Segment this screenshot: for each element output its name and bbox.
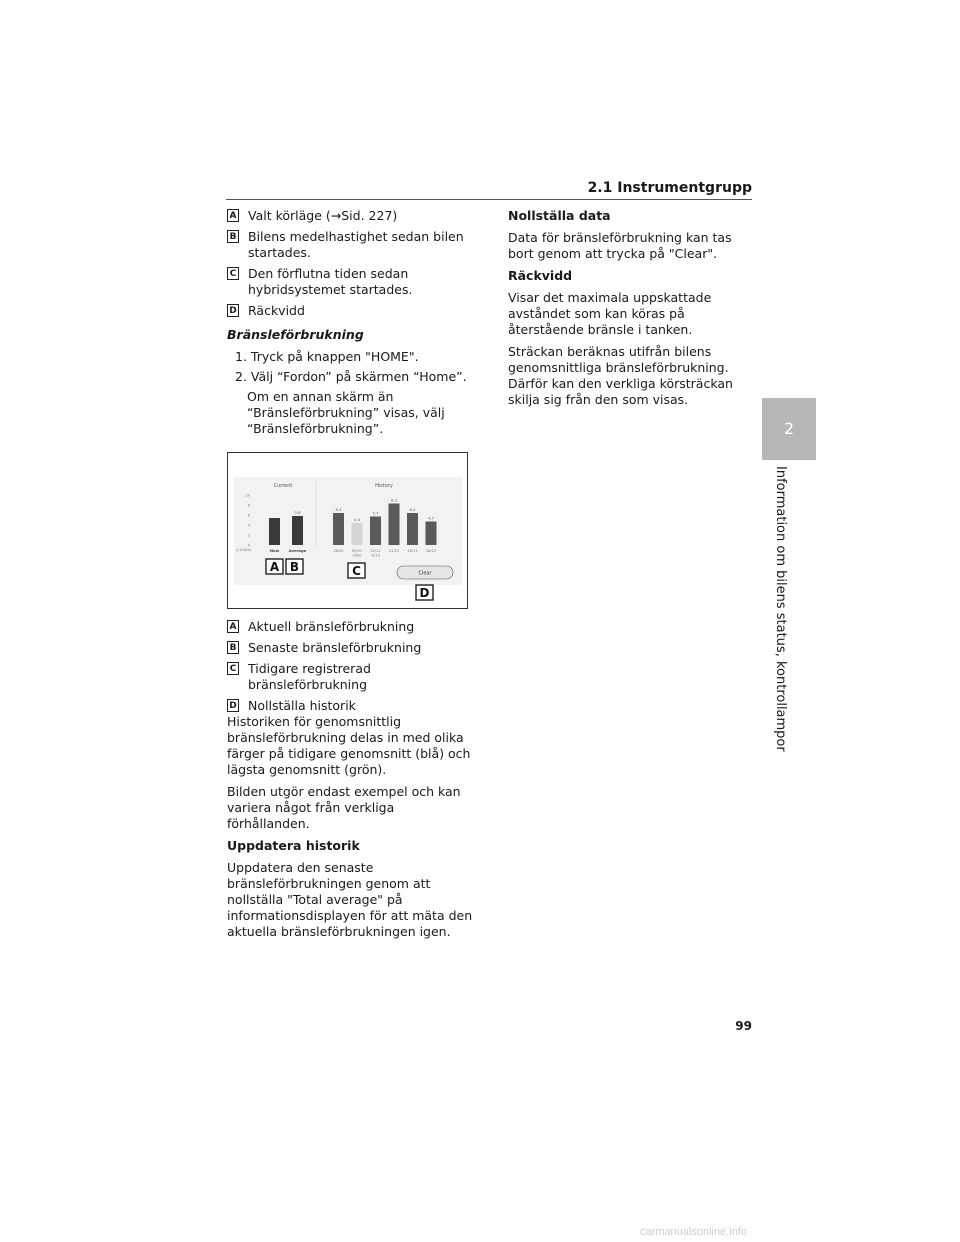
list-item-text: Aktuell bränsleförbrukning	[248, 619, 415, 634]
history-bar	[333, 513, 344, 545]
history-value-label: 4,4	[353, 517, 361, 522]
now-label: Now	[269, 548, 280, 553]
step-2: 2. Välj “Fordon” på skärmen “Home”.	[235, 369, 467, 384]
list-item	[227, 640, 475, 656]
callout-badge-c: C	[227, 662, 239, 675]
current-bar	[269, 518, 280, 545]
section-header: 2.1 Instrumentgrupp	[587, 180, 752, 196]
history-value-label: 5,7	[372, 510, 379, 516]
example-paragraph: Bilden utgör endast exempel och kan variera något från verkliga förhållanden.	[227, 784, 461, 831]
history-value-label: 8,3	[390, 497, 398, 503]
range-paragraph-2: Sträckan beräknas utifrån bilens genomsnittliga bränsleförbrukning. Därför kan den verkliga körsträckan skilja sig från den som visas.	[508, 344, 733, 407]
y-tick-label: 8	[247, 502, 250, 508]
callout-badge-b: B	[227, 641, 239, 654]
step-note: Om en annan skärm än “Bränsleförbrukning” visas, välj “Bränsleförbrukning”.	[247, 389, 445, 436]
average-value-label: 5,8	[294, 510, 301, 515]
list-item	[227, 619, 475, 635]
list-item-text: Nollställa historik	[248, 698, 356, 713]
range-paragraph-1: Visar det maximala uppskattade avståndet som kan köras på återstående bränsle i tanken.	[508, 290, 712, 337]
figure-legend	[227, 619, 475, 946]
history-paragraph: Historiken för genomsnittlig bränsleförbrukning delas in med olika färger på tidigare genomsnitt (blå) och lägsta genomsnitt (grön).	[227, 714, 471, 777]
left-column	[227, 208, 475, 443]
history-date-label: 01/12	[388, 549, 400, 553]
update-heading: Uppdatera historik	[227, 838, 360, 853]
right-column	[508, 208, 752, 414]
list-item-text: Tidigare registrerad bränsleförbrukning	[248, 661, 371, 692]
history-value-label: 4,7	[427, 515, 435, 521]
history-date-label: 26/10	[425, 549, 437, 553]
callout-badge-d: D	[227, 304, 239, 317]
chapter-tab: 2	[762, 398, 816, 460]
callout-letter: C	[352, 564, 361, 578]
list-item-text: Senaste bränsleförbrukning	[248, 640, 422, 655]
y-tick-label: 4	[247, 522, 250, 528]
y-tick-label: 2	[247, 532, 250, 538]
history-date-label: 2020	[352, 553, 362, 558]
list-item	[227, 661, 475, 693]
watermark: carmanualsonline.info	[640, 1226, 748, 1238]
history-bar	[370, 517, 381, 546]
list-item-text: Räckvidd	[248, 303, 305, 318]
y-tick-label: 10	[245, 492, 250, 498]
range-heading: Räckvidd	[508, 268, 573, 283]
history-bar	[426, 522, 437, 546]
history-bar	[407, 513, 418, 545]
callout-badge-d: D	[227, 699, 239, 712]
page-number: 99	[735, 1019, 752, 1033]
current-label: Current	[273, 483, 293, 489]
step-1: 1. Tryck på knappen "HOME".	[235, 349, 419, 364]
reset-heading: Nollställa data	[508, 208, 611, 223]
clear-button-label: Clear	[418, 570, 432, 577]
history-value-label: 6,4	[409, 507, 416, 512]
list-item-text: Den förflutna tiden sedan hybridsystemet startades.	[248, 266, 413, 297]
history-date-label: 22/12	[370, 549, 381, 553]
callout-letter: A	[269, 560, 280, 574]
y-tick-label: 0	[247, 542, 250, 548]
history-bar	[352, 523, 363, 545]
history-value-label: 6,4	[335, 507, 342, 512]
current-bar	[292, 516, 303, 545]
history-date-label: 16/11	[407, 549, 418, 553]
fuel-chart	[228, 453, 467, 608]
y-tick-label: 6	[247, 512, 250, 518]
header-divider	[226, 199, 752, 200]
callout-badge-b: B	[227, 230, 239, 243]
list-item	[227, 266, 475, 298]
fuel-consumption-figure	[227, 452, 468, 609]
callout-badge-a: A	[227, 620, 239, 633]
list-item	[227, 229, 475, 261]
list-item	[227, 698, 475, 714]
list-item-text: Valt körläge (→Sid. 227)	[248, 208, 398, 223]
list-item	[227, 303, 475, 319]
history-date-label: 2019	[371, 553, 380, 558]
history-date-label: 26/01	[333, 549, 344, 553]
reset-paragraph: Data för bränsleförbrukning kan tas bort genom att trycka på "Clear".	[508, 230, 732, 261]
callout-badge-c: C	[227, 267, 239, 280]
chapter-title: Information om bilens status, kontrollampor	[773, 466, 788, 752]
average-label: Average	[288, 548, 307, 553]
callout-badge-a: A	[227, 209, 239, 222]
list-item-text: Bilens medelhastighet sedan bilen startades.	[248, 229, 464, 260]
update-paragraph: Uppdatera den senaste bränsleförbrukningen genom att nollställa "Total average" på informationsdisplayen för att mäta den aktuella bränsleförbrukningen igen.	[227, 860, 473, 939]
history-bar	[389, 504, 400, 546]
fuel-heading: Bränsleförbrukning	[227, 327, 364, 342]
history-label: History	[375, 483, 393, 489]
callout-letter: B	[289, 560, 300, 574]
callout-letter: D	[419, 586, 430, 600]
list-item	[227, 208, 475, 224]
history-date-label: 09/01	[351, 549, 363, 553]
unit-label: L/100km	[236, 548, 252, 552]
